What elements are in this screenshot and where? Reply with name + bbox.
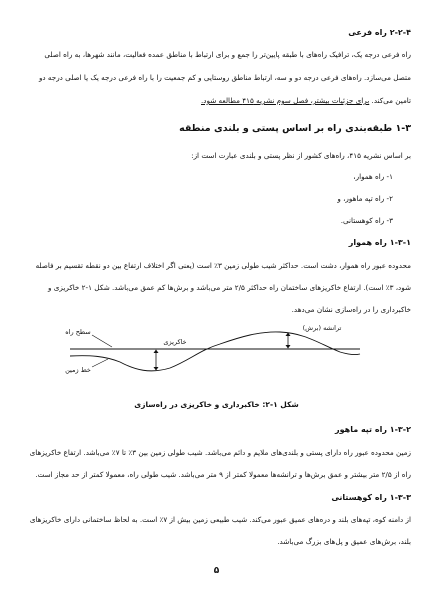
paragraph-line: از دامنه کوه، تپه‌های بلند و دره‌های عمیق عبور می‌کند. شیب طبیعی زمین بیش از ۷٪ است. به لحاظ ساختمانی دارای خاکریزهای bbox=[29, 515, 411, 524]
paragraph-line: بلند، برش‌های عمیق و پل‌های بزرگ می‌باشد. bbox=[277, 537, 411, 546]
paragraph-line: متصل می‌سازد. راه‌های فرعی درجه دو و سه، ارتباط مناطق روستایی و کم جمعیت را با راه فرعی درجه یک یا اصلی درجه دو bbox=[38, 73, 411, 82]
ground-line bbox=[70, 332, 360, 371]
paragraph-line: زمین محدوده عبور راه دارای پستی و بلندی‌های ملایم و دائم می‌باشد. شیب طولی زمین بین ۳٪ تا ۷٪ می‌باشد. ارتفاع خاکریزهای bbox=[29, 448, 411, 457]
section-heading-minor-road: ۲-۲-۴ راه فرعی bbox=[348, 28, 411, 37]
paragraph-line: محدوده عبور راه هموار، دشت است. حداکثر شیب طولی زمین ۳٪ است (یعنی اگر اختلاف ارتفاع بین دو نقطه تقسیم بر فاصله bbox=[35, 261, 411, 270]
paragraph-line: راه از ۲/۵ متر بیشتر و عمق برش‌ها و ترانشه‌ها معمولا کمتر از ۹ متر می‌باشد. شیب طولی راه، معمولا کمتر از حد مجاز است. bbox=[35, 470, 411, 479]
cut-and-fill-diagram bbox=[60, 322, 380, 392]
section-heading-flat-road: ۱-۳-۱ راه هموار bbox=[348, 238, 411, 247]
section-heading-terrain-classification: ۱-۳ طبقه‌بندی راه بر اساس پستی و بلندی منطقه bbox=[179, 124, 411, 134]
reference-note: برای جزئیات بیشتر، فصل سوم نشریه ۴۱۵ مطالعه شود. bbox=[201, 96, 370, 105]
list-item: ۲- راه تپه ماهور، و bbox=[337, 194, 393, 203]
paragraph-line: خاکبرداری را در راه‌سازی نشان می‌دهد. bbox=[291, 305, 411, 314]
paragraph-text: تامین می‌کند. bbox=[369, 96, 411, 105]
fill-label: خاکریزی bbox=[163, 338, 187, 346]
ground-line-label: خط زمین bbox=[65, 366, 91, 374]
cut-label: ترانشه (برش) bbox=[302, 324, 342, 332]
paragraph-line: راه فرعی درجه یک، ترافیک راه‌های با طبقه پایین‌تر را جمع و برای ارتباط با مناطق عمده فعالیت، مانند شهرها، به راه اصلی bbox=[44, 50, 411, 59]
paragraph-line: شود، ۳٪ است). ارتفاع خاکریزهای ساختمان راه حداکثر ۲/۵ متر می‌باشد و برش‌ها کم عمق می‌باشد. شکل ۱-۲ خاکریزی و bbox=[48, 283, 411, 292]
section-heading-rolling-road: ۱-۳-۲ راه تپه ماهور bbox=[335, 425, 411, 434]
list-item: ۱- راه هموار، bbox=[353, 172, 393, 181]
paragraph-line bbox=[22, 96, 411, 106]
page-number: ۵ bbox=[213, 566, 220, 576]
section-heading-mountain-road: ۱-۳-۳ راه کوهستانی bbox=[331, 493, 411, 502]
list-item: ۳- راه کوهستانی. bbox=[340, 216, 393, 225]
paragraph-line: بر اساس نشریه ۴۱۵، راه‌های کشور از نظر پستی و بلندی عبارت است از: bbox=[191, 151, 411, 160]
figure-caption: شکل ۱-۲: خاکبرداری و خاکریزی در راه‌سازی bbox=[134, 400, 299, 409]
road-surface-label: سطح راه bbox=[65, 328, 91, 336]
